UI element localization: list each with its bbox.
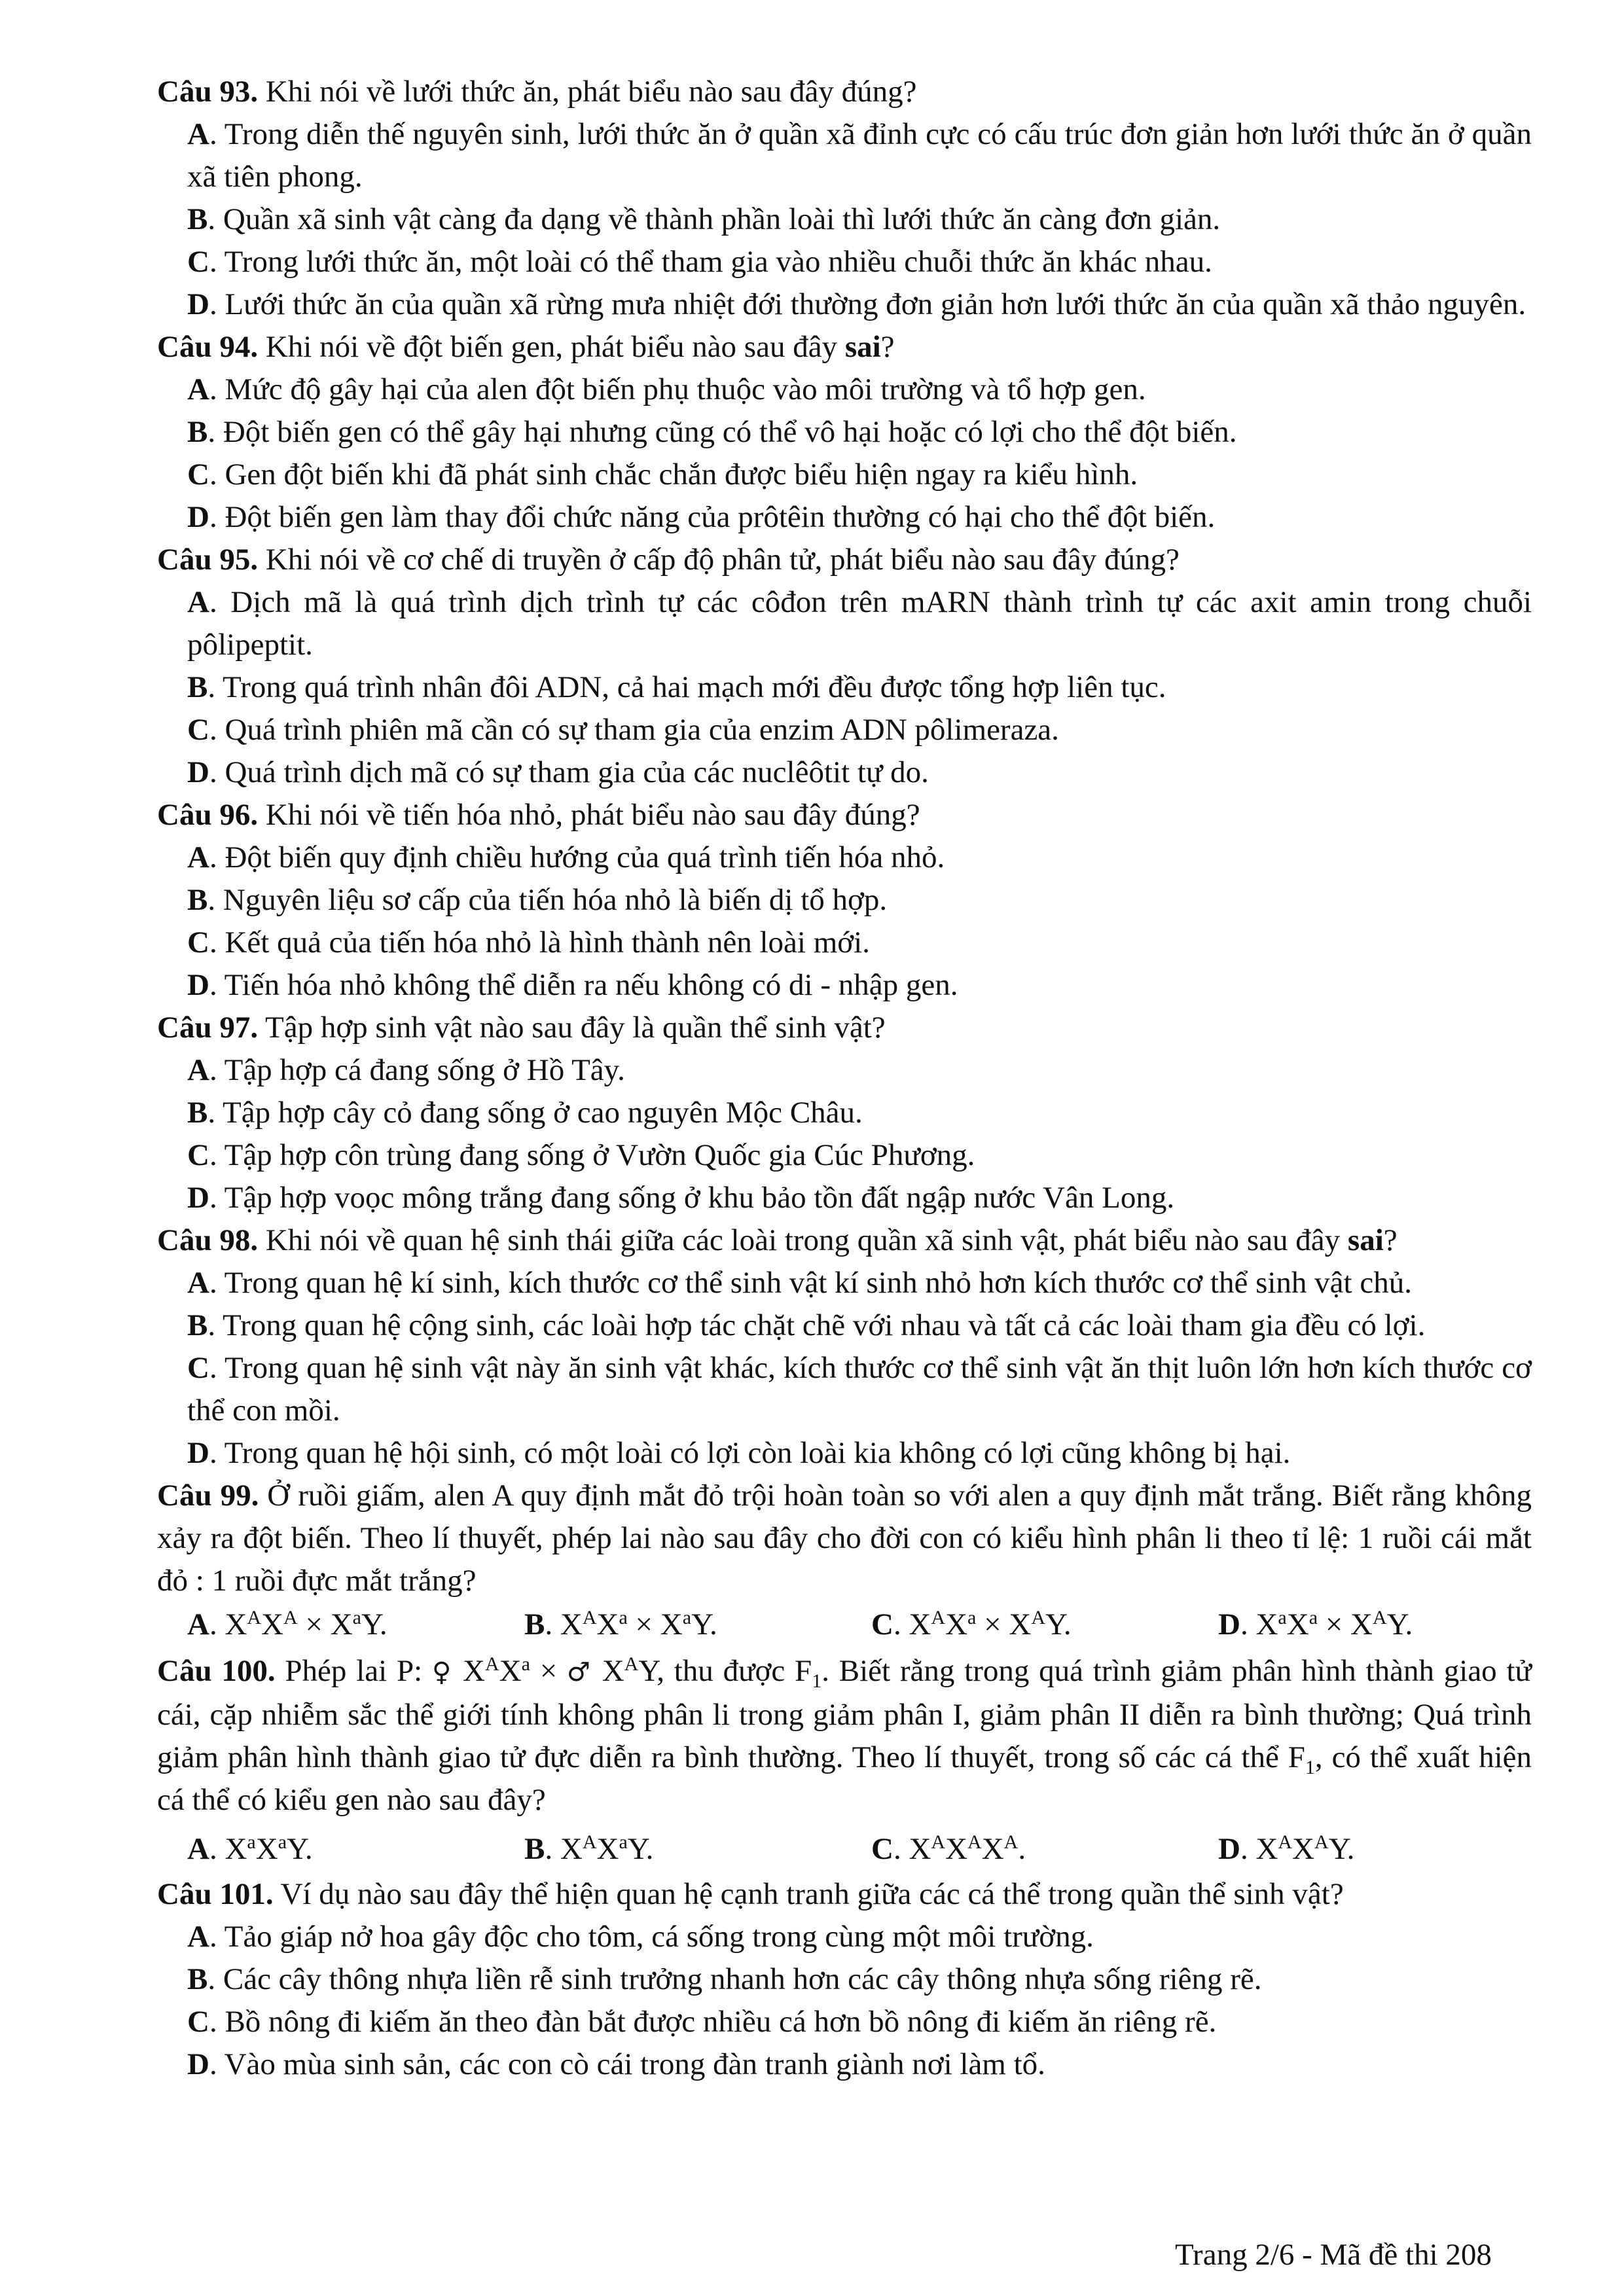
gene-x: X (261, 1607, 284, 1641)
cross-sign: × (297, 1607, 331, 1641)
option-letter: B (187, 1308, 208, 1342)
option-letter: C (187, 713, 209, 747)
question-stem (157, 326, 1532, 368)
gene-x: X (560, 1607, 583, 1641)
option-text: . X (209, 1832, 247, 1866)
option-letter: C (187, 2005, 209, 2039)
option-c (157, 2001, 1532, 2043)
gene-y: Y. (361, 1607, 388, 1641)
option-text: . Bồ nông đi kiếm ăn theo đàn bắt được nhiều cá hơn bồ nông đi kiếm ăn riêng rẽ. (209, 2005, 1217, 2039)
option-letter: D (187, 1436, 209, 1470)
option-c (871, 1828, 1218, 1871)
question-text: Ở ruồi giấm, alen A quy định mắt đỏ trội hoàn toàn so với alen a quy định mắt trắng. Biết rằng không xảy ra đột biến. Theo lí thuyết, phép lai nào sau đây cho đời con có kiểu hình phân li theo tỉ lệ: 1 ruồi cái mắt đỏ : 1 ruồi đực mắt trắng? (157, 1479, 1532, 1598)
option-letter: D (1218, 1832, 1240, 1866)
question-98 (157, 1219, 1532, 1475)
gene-x: X (596, 1832, 619, 1866)
allele: A (582, 1607, 597, 1628)
option-letter: D (187, 968, 209, 1002)
allele: a (247, 1831, 256, 1853)
option-letter: A (187, 1832, 209, 1866)
gene-x: X (499, 1654, 522, 1688)
option-text: . Tập hợp côn trùng đang sống ở Vườn Quốc gia Cúc Phương. (209, 1138, 975, 1172)
option-text: . Tảo giáp nở hoa gây độc cho tôm, cá sống trong cùng một môi trường. (209, 1920, 1094, 1954)
allele: a (1308, 1607, 1318, 1628)
option-letter: A (187, 1266, 209, 1300)
option-d (1218, 1604, 1532, 1646)
question-number: Câu 99. (157, 1479, 259, 1513)
allele: a (521, 1653, 530, 1675)
option-letter: A (187, 1920, 209, 1954)
option-letter: B (187, 1962, 208, 1996)
generation-index: 1 (1305, 1757, 1315, 1778)
option-b (157, 879, 1532, 922)
option-letter: B (187, 883, 208, 917)
option-text: . Nguyên liệu sơ cấp của tiến hóa nhỏ là biến dị tổ hợp. (208, 883, 888, 917)
option-c (157, 922, 1532, 964)
question-stem (157, 1007, 1532, 1049)
allele: A (1003, 1831, 1019, 1853)
allele: A (624, 1653, 639, 1675)
cross-sign: × (1318, 1607, 1351, 1641)
option-text: . Lưới thức ăn của quần xã rừng mưa nhiệt đới thường đơn giản hơn lưới thức ăn của quần xã thảo nguyên. (209, 287, 1526, 321)
question-stem (157, 1650, 1532, 1821)
option-text: . X (1240, 1832, 1278, 1866)
question-text: Khi nói về quan hệ sinh thái giữa các loài trong quần xã sinh vật, phát biểu nào sau đây (258, 1223, 1348, 1257)
option-dot: . (545, 1607, 560, 1641)
option-text: . Đột biến gen có thể gây hại nhưng cũng có thể vô hại hoặc có lợi cho thể đột biến. (208, 415, 1237, 449)
option-c (157, 709, 1532, 751)
question-97 (157, 1007, 1532, 1219)
allele: A (1314, 1831, 1329, 1853)
option-dot: . (893, 1607, 909, 1641)
question-number: Câu 94. (157, 330, 259, 364)
gene-y: Y. (287, 1832, 313, 1866)
option-a (157, 1049, 1532, 1092)
question-text-end: ? (1383, 1223, 1398, 1257)
option-d (157, 751, 1532, 794)
option-d (157, 496, 1532, 539)
option-a (187, 1828, 524, 1871)
option-c (157, 241, 1532, 283)
option-text: . Tiến hóa nhỏ không thể diễn ra nếu không có di - nhập gen. (209, 968, 958, 1002)
gene-x: X (1350, 1607, 1373, 1641)
question-text: Tập hợp sinh vật nào sau đây là quần thể sinh vật? (258, 1011, 886, 1045)
allele: A (1031, 1607, 1045, 1628)
option-b (157, 1092, 1532, 1134)
option-c (157, 1134, 1532, 1177)
question-100 (157, 1650, 1532, 1871)
option-d (157, 1177, 1532, 1219)
allele: A (485, 1653, 499, 1675)
question-93 (157, 71, 1532, 326)
question-number: Câu 97. (157, 1011, 259, 1045)
option-text: . Gen đột biến khi đã phát sinh chắc chắn được biểu hiện ngay ra kiểu hình. (209, 457, 1138, 492)
question-number: Câu 95. (157, 543, 259, 577)
question-stem (157, 1475, 1532, 1602)
question-number: Câu 93. (157, 75, 259, 109)
question-text: Phép lai P: (275, 1654, 432, 1688)
option-letter: A (187, 585, 209, 619)
option-letter: B (187, 415, 208, 449)
option-d (157, 1432, 1532, 1475)
option-d (1218, 1828, 1532, 1871)
gene-x: X (330, 1607, 353, 1641)
gene-x: X (255, 1832, 278, 1866)
gene-x: X (1009, 1607, 1032, 1641)
question-stem (157, 71, 1532, 113)
allele: a (619, 1831, 628, 1853)
question-number: Câu 101. (157, 1877, 274, 1911)
allele: A (931, 1831, 946, 1853)
question-94 (157, 326, 1532, 539)
option-b (157, 1958, 1532, 2001)
option-letter: B (524, 1832, 545, 1866)
option-a (187, 1604, 524, 1646)
allele: A (283, 1607, 298, 1628)
allele: a (278, 1831, 287, 1853)
option-text: . Trong quá trình nhân đôi ADN, cả hai mạch mới đều được tổng hợp liên tục. (208, 670, 1166, 704)
options-row (157, 1828, 1532, 1871)
gene-x: X (596, 1607, 619, 1641)
gene-x: X (463, 1654, 485, 1688)
gene-x: X (981, 1832, 1004, 1866)
option-a (157, 836, 1532, 879)
option-c (157, 454, 1532, 496)
gene-y: Y. (1045, 1607, 1072, 1641)
option-text: . Trong quan hệ sinh vật này ăn sinh vật khác, kích thước cơ thể sinh vật ăn thịt luôn lớn hơn kích thước cơ thể con mồi. (187, 1351, 1532, 1427)
option-letter: D (1218, 1607, 1240, 1641)
gene-x: X (1286, 1607, 1309, 1641)
option-letter: B (187, 1096, 208, 1130)
option-a (157, 1262, 1532, 1304)
option-letter: A (187, 1053, 209, 1087)
option-text: . Quá trình dịch mã có sự tham gia của các nuclêôtit tự do. (209, 755, 929, 789)
option-c (871, 1604, 1218, 1646)
option-b (524, 1604, 871, 1646)
cross-sign: × (976, 1607, 1009, 1641)
option-text: . Quá trình phiên mã cần có sự tham gia của enzim ADN pôlimeraza. (209, 713, 1059, 747)
option-a (157, 368, 1532, 411)
allele: a (682, 1607, 692, 1628)
option-b (157, 666, 1532, 709)
question-101 (157, 1873, 1532, 2086)
option-letter: D (187, 287, 209, 321)
question-text: Y, thu được F (638, 1654, 812, 1688)
gene-y: Y. (1386, 1607, 1413, 1641)
question-number: Câu 98. (157, 1223, 259, 1257)
option-text: . X (893, 1832, 931, 1866)
question-number: Câu 96. (157, 798, 259, 832)
option-dot: . (209, 1607, 225, 1641)
option-a (157, 581, 1532, 666)
option-letter: D (187, 755, 209, 789)
option-a (157, 113, 1532, 198)
option-d (157, 964, 1532, 1007)
gene-x: X (1255, 1607, 1278, 1641)
option-letter: C (871, 1607, 893, 1641)
option-text: . Đột biến gen làm thay đổi chức năng của prôtêin thường có hại cho thể đột biến. (209, 500, 1216, 534)
option-text: . Trong quan hệ cộng sinh, các loài hợp tác chặt chẽ với nhau và tất cả các loài tham gia đều có lợi. (208, 1308, 1426, 1342)
option-text: . X (545, 1832, 583, 1866)
question-text: Khi nói về lưới thức ăn, phát biểu nào sau đây đúng? (258, 75, 917, 109)
option-dot: . (1240, 1607, 1256, 1641)
question-96 (157, 794, 1532, 1007)
option-text: . Dịch mã là quá trình dịch trình tự các côđon trên mARN thành trình tự các axit amin trong chuỗi pôlipeptit. (187, 585, 1532, 662)
allele: A (247, 1607, 262, 1628)
option-text: . Các cây thông nhựa liền rễ sinh trưởng nhanh hơn các cây thông nhựa sống riêng rẽ. (208, 1962, 1262, 1996)
option-letter: D (187, 2047, 209, 2081)
option-text: . Mức độ gây hại của alen đột biến phụ thuộc vào môi trường và tổ hợp gen. (209, 372, 1146, 406)
question-text: Khi nói về đột biến gen, phát biểu nào sau đây (258, 330, 845, 364)
question-stem (157, 1873, 1532, 1916)
option-b (157, 1304, 1532, 1347)
option-d (157, 2043, 1532, 2086)
question-text: Khi nói về tiến hóa nhỏ, phát biểu nào sau đây đúng? (258, 798, 920, 832)
option-text: . Trong diễn thế nguyên sinh, lưới thức ăn ở quần xã đỉnh cực có cấu trúc đơn giản hơn lưới thức ăn ở quần xã tiên phong. (187, 117, 1532, 194)
option-letter: C (187, 245, 209, 279)
question-text-end: ? (880, 330, 895, 364)
option-b (524, 1828, 871, 1871)
cross-sign: × (627, 1607, 660, 1641)
option-letter: C (187, 1351, 209, 1385)
option-letter: A (187, 117, 209, 151)
allele: a (1278, 1607, 1287, 1628)
page-footer: Trang 2/6 - Mã đề thi 208 (1175, 2238, 1492, 2272)
option-text: . Trong quan hệ hội sinh, có một loài có lợi còn loài kia không có lợi cũng không bị hại. (209, 1436, 1291, 1470)
question-emphasis: sai (1347, 1223, 1384, 1257)
option-text: . Tập hợp cây cỏ đang sống ở cao nguyên Mộc Châu. (208, 1096, 863, 1130)
option-letter: C (187, 925, 209, 960)
gene-x: X (909, 1607, 931, 1641)
question-text: Ví dụ nào sau đây thể hiện quan hệ cạnh tranh giữa các cá thể trong quần thể sinh vật? (273, 1877, 1344, 1911)
option-letter: C (871, 1832, 893, 1866)
question-95 (157, 539, 1532, 794)
option-b (157, 411, 1532, 454)
option-text: . Quần xã sinh vật càng đa dạng về thành phần loài thì lưới thức ăn càng đơn giản. (208, 202, 1221, 236)
question-emphasis: sai (844, 330, 881, 364)
gene-x: X (945, 1832, 968, 1866)
option-a (157, 1916, 1532, 1958)
gene-y: Y. (1328, 1832, 1355, 1866)
option-text: . Vào mùa sinh sản, các con cò cái trong đàn tranh giành nơi làm tổ. (209, 2047, 1045, 2081)
female-symbol-icon: ♀ (431, 1657, 454, 1687)
option-letter: B (187, 670, 208, 704)
option-d (157, 283, 1532, 326)
exam-page (157, 71, 1532, 2086)
allele: A (931, 1607, 946, 1628)
option-letter: A (187, 840, 209, 874)
option-letter: B (524, 1607, 545, 1641)
option-text: . Kết quả của tiến hóa nhỏ là hình thành nên loài mới. (209, 925, 870, 960)
question-stem (157, 794, 1532, 836)
option-letter: D (187, 500, 209, 534)
option-letter: A (187, 1607, 209, 1641)
allele: A (1278, 1831, 1293, 1853)
allele: A (582, 1831, 597, 1853)
question-stem (157, 539, 1532, 581)
gene-x: X (660, 1607, 683, 1641)
gene-x: X (1292, 1832, 1315, 1866)
gene-y: Y. (627, 1832, 654, 1866)
option-b (157, 198, 1532, 241)
allele: a (967, 1607, 977, 1628)
question-99 (157, 1475, 1532, 1646)
gene-x: X (225, 1607, 247, 1641)
option-text: . Đột biến quy định chiều hướng của quá trình tiến hóa nhỏ. (209, 840, 945, 874)
question-text: , có thể xuất hiện cá thể có kiểu gen nào sau đây? (157, 1740, 1532, 1817)
gene-x: X (602, 1654, 624, 1688)
options-row (157, 1604, 1532, 1646)
option-letter: C (187, 1138, 209, 1172)
option-text: . Trong quan hệ kí sinh, kích thước cơ thể sinh vật kí sinh nhỏ hơn kích thước cơ thể sinh vật chủ. (209, 1266, 1412, 1300)
question-text: . Biết rằng trong quá trình giảm phân hình thành giao tử cái, cặp nhiễm sắc thể giới tính không phân li trong giảm phân I, giảm phân II diễn ra bình thường; Quá trình giảm phân hình thành giao tử đực diễn ra bình thường. Theo lí thuyết, trong số các cá thể F (157, 1654, 1532, 1774)
male-symbol-icon: ♂ (567, 1657, 592, 1687)
cross-sign: × (530, 1654, 568, 1688)
allele: a (619, 1607, 628, 1628)
option-c (157, 1347, 1532, 1432)
gene-x: X (945, 1607, 968, 1641)
gene-y: Y. (691, 1607, 717, 1641)
option-text: . Trong lưới thức ăn, một loài có thể tham gia vào nhiều chuỗi thức ăn khác nhau. (209, 245, 1212, 279)
generation-index: 1 (812, 1670, 822, 1692)
option-letter: A (187, 372, 209, 406)
allele: A (1372, 1607, 1387, 1628)
option-letter: B (187, 202, 208, 236)
allele: A (967, 1831, 982, 1853)
option-letter: D (187, 1181, 209, 1215)
option-text: . Tập hợp voọc mông trắng đang sống ở khu bảo tồn đất ngập nước Vân Long. (209, 1181, 1175, 1215)
option-letter: C (187, 457, 209, 492)
option-text: . Tập hợp cá đang sống ở Hồ Tây. (209, 1053, 625, 1087)
question-stem (157, 1219, 1532, 1262)
option-end: . (1018, 1832, 1026, 1866)
question-number: Câu 100. (157, 1654, 276, 1688)
question-text: Khi nói về cơ chế di truyền ở cấp độ phân tử, phát biểu nào sau đây đúng? (258, 543, 1180, 577)
allele: a (352, 1607, 361, 1628)
